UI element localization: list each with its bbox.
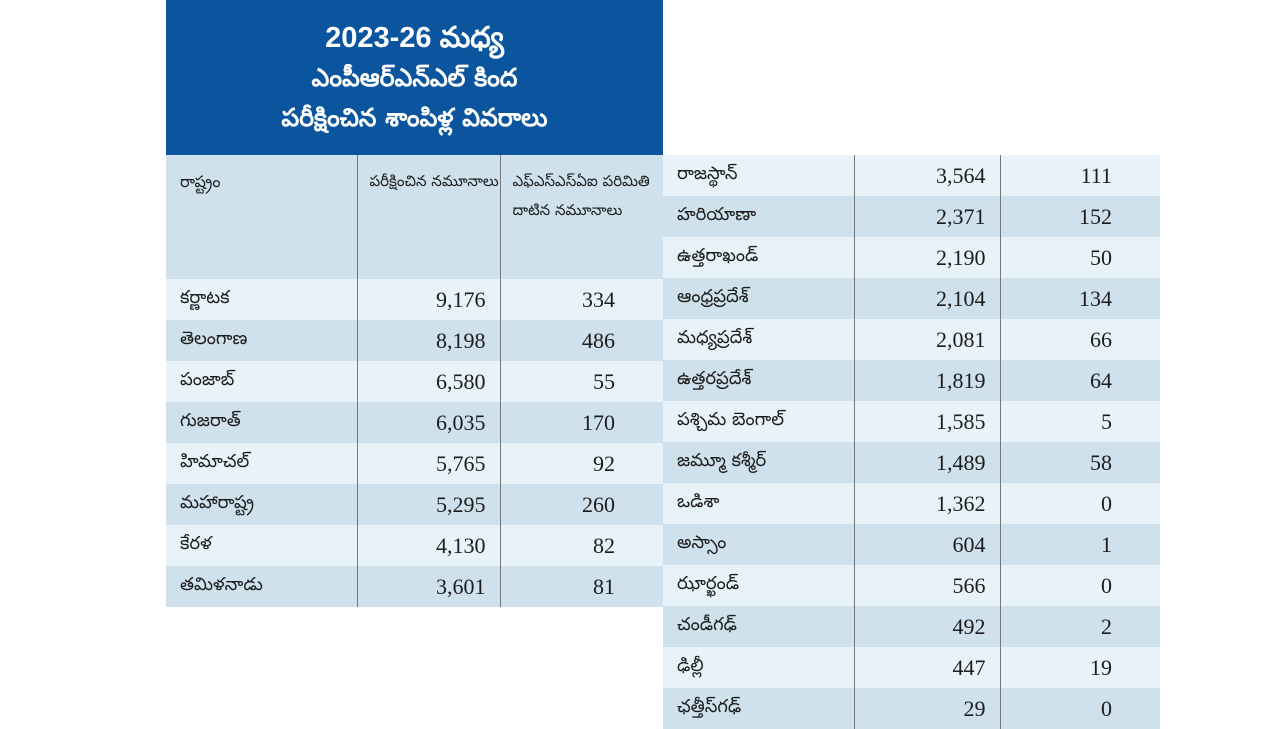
exceeded-cell: 66 — [1000, 319, 1160, 360]
table-row — [663, 278, 1160, 319]
exceeded-cell: 0 — [1000, 483, 1160, 524]
samples-table-left — [166, 155, 663, 607]
exceeded-cell: 19 — [1000, 647, 1160, 688]
infographic-title — [166, 0, 663, 155]
exceeded-cell: 260 — [500, 484, 663, 525]
title-line-1: 2023-26 మధ్య — [325, 21, 504, 54]
exceeded-cell: 170 — [500, 402, 663, 443]
tested-cell: 1,489 — [854, 442, 1000, 483]
tested-cell: 566 — [854, 565, 1000, 606]
exceeded-cell: 111 — [1000, 155, 1160, 196]
table-row — [663, 319, 1160, 360]
table-row — [663, 606, 1160, 647]
state-cell: ఛత్తీస్‌గఢ్ — [663, 688, 854, 729]
state-cell: పశ్చిమ బెంగాల్ — [663, 401, 854, 442]
samples-table-right — [663, 155, 1160, 729]
table-row — [166, 361, 663, 402]
table-row — [663, 688, 1160, 729]
header-tested: పరీక్షించిన నమూనాలు — [357, 155, 500, 279]
tested-cell: 2,371 — [854, 196, 1000, 237]
state-cell: చండీగఢ్ — [663, 606, 854, 647]
exceeded-cell: 0 — [1000, 565, 1160, 606]
tested-cell: 8,198 — [357, 320, 500, 361]
table-row — [663, 237, 1160, 278]
table-row — [166, 320, 663, 361]
state-cell: హిమాచల్ — [166, 443, 357, 484]
table-row — [663, 483, 1160, 524]
table-row — [663, 647, 1160, 688]
exceeded-cell: 134 — [1000, 278, 1160, 319]
tested-cell: 29 — [854, 688, 1000, 729]
state-cell: జమ్మూ కశ్మీర్ — [663, 442, 854, 483]
state-cell: ఉత్తరాఖండ్ — [663, 237, 854, 278]
state-cell: కర్ణాటక — [166, 279, 357, 320]
tested-cell: 2,081 — [854, 319, 1000, 360]
state-cell: తెలంగాణ — [166, 320, 357, 361]
table-row — [663, 360, 1160, 401]
table-row — [663, 401, 1160, 442]
state-cell: రాజస్థాన్ — [663, 155, 854, 196]
tested-cell: 1,819 — [854, 360, 1000, 401]
tested-cell: 3,601 — [357, 566, 500, 607]
title-line-3: పరీక్షించిన శాంపిళ్ల వివరాలు — [281, 102, 548, 132]
tested-cell: 5,295 — [357, 484, 500, 525]
exceeded-cell: 58 — [1000, 442, 1160, 483]
table-row — [166, 443, 663, 484]
tested-cell: 6,580 — [357, 361, 500, 402]
tested-cell: 5,765 — [357, 443, 500, 484]
state-cell: కేరళ — [166, 525, 357, 566]
tested-cell: 2,190 — [854, 237, 1000, 278]
tested-cell: 4,130 — [357, 525, 500, 566]
tested-cell: 9,176 — [357, 279, 500, 320]
exceeded-cell: 64 — [1000, 360, 1160, 401]
exceeded-cell: 152 — [1000, 196, 1160, 237]
exceeded-cell: 50 — [1000, 237, 1160, 278]
exceeded-cell: 334 — [500, 279, 663, 320]
tested-cell: 492 — [854, 606, 1000, 647]
tested-cell: 2,104 — [854, 278, 1000, 319]
state-cell: మహారాష్ట్ర — [166, 484, 357, 525]
state-cell: అస్సాం — [663, 524, 854, 565]
state-cell: ఝార్ఖండ్ — [663, 565, 854, 606]
exceeded-cell: 92 — [500, 443, 663, 484]
table-row — [166, 279, 663, 320]
tested-cell: 1,362 — [854, 483, 1000, 524]
state-cell: ఢిల్లీ — [663, 647, 854, 688]
table-row — [166, 525, 663, 566]
header-state: రాష్ట్రం — [166, 155, 357, 279]
exceeded-cell: 5 — [1000, 401, 1160, 442]
table-row — [166, 566, 663, 607]
state-cell: గుజరాత్ — [166, 402, 357, 443]
exceeded-cell: 81 — [500, 566, 663, 607]
state-cell: ఉత్తరప్రదేశ్ — [663, 360, 854, 401]
exceeded-cell: 82 — [500, 525, 663, 566]
exceeded-cell: 55 — [500, 361, 663, 402]
table-row — [663, 155, 1160, 196]
header-exceeded: ఎఫ్ఎస్ఎస్ఏఐ పరిమితి దాటిన నమూనాలు — [500, 155, 663, 279]
table-row — [663, 524, 1160, 565]
state-cell: మధ్యప్రదేశ్ — [663, 319, 854, 360]
table-row — [663, 442, 1160, 483]
tested-cell: 6,035 — [357, 402, 500, 443]
tested-cell: 447 — [854, 647, 1000, 688]
state-cell: పంజాబ్ — [166, 361, 357, 402]
tested-cell: 604 — [854, 524, 1000, 565]
table-header-row — [166, 155, 663, 279]
title-line-2: ఎంపీఆర్ఎన్ఎల్ కింద — [311, 62, 518, 92]
table-row — [663, 565, 1160, 606]
state-cell: ఒడిశా — [663, 483, 854, 524]
state-cell: హరియాణా — [663, 196, 854, 237]
exceeded-cell: 2 — [1000, 606, 1160, 647]
exceeded-cell: 1 — [1000, 524, 1160, 565]
tested-cell: 1,585 — [854, 401, 1000, 442]
state-cell: తమిళనాడు — [166, 566, 357, 607]
exceeded-cell: 486 — [500, 320, 663, 361]
exceeded-cell: 0 — [1000, 688, 1160, 729]
state-cell: ఆంధ్రప్రదేశ్ — [663, 278, 854, 319]
table-row — [663, 196, 1160, 237]
table-row — [166, 484, 663, 525]
tested-cell: 3,564 — [854, 155, 1000, 196]
table-row — [166, 402, 663, 443]
